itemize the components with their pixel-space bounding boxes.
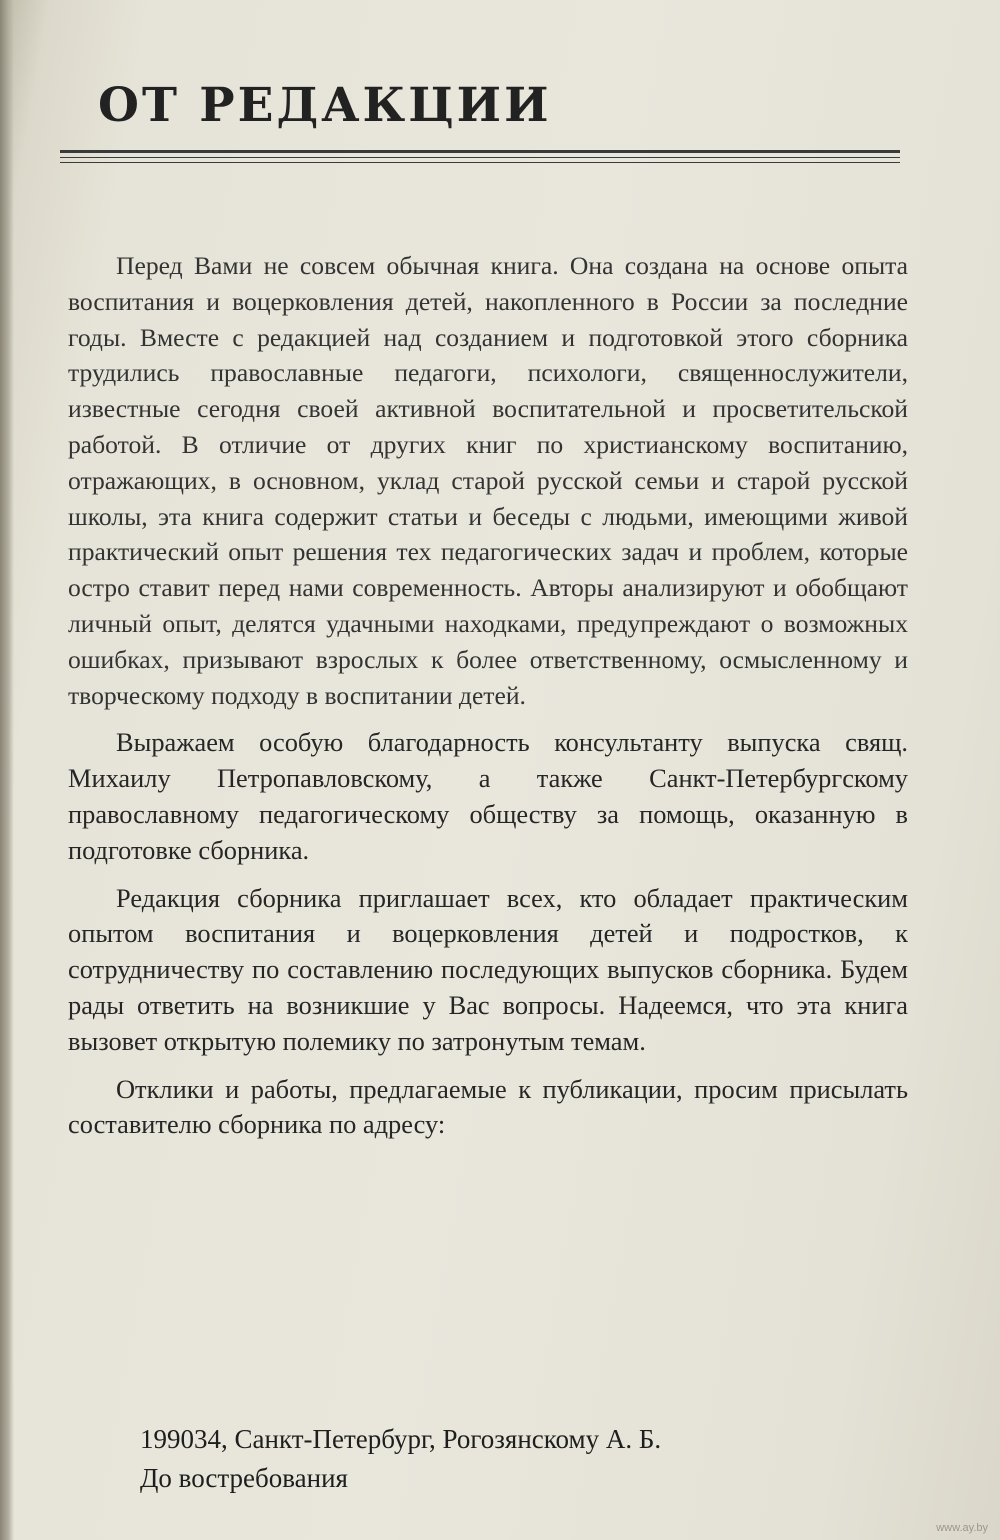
heading-rule-thin [60,157,900,158]
heading-rule-thick [60,150,900,153]
body-text [68,248,908,1143]
page-heading: ОТ РЕДАКЦИИ [98,78,552,133]
paragraph-gratitude: Выражаем особую благодарность консультанту выпуска свящ. Михаилу Петропавловскому, а также Санкт-Петербургскому православному педагогическому обществу за помощь, оказанную в подготовке сборника. [68,727,908,865]
page-binding-shadow [0,0,14,1540]
paragraph-submission: Отклики и работы, предлагаемые к публикации, просим присылать составителю сборника по адресу: [68,1073,908,1140]
paragraph-invitation: Редакция сборника приглашает всех, кто обладает практическим опытом воспитания и воцерковления детей и подростков, к сотрудничеству по составлению последующих выпусков сборника. Будем рады ответить на возникшие у Вас вопросы. Надеемся, что эта книга вызовет открытую полемику по затронутым темам. [68,882,908,1056]
watermark: www.ay.by [936,1522,988,1534]
postal-address [140,1420,661,1498]
address-line-poste-restante: До востребования [140,1463,348,1493]
paragraph-intro: Перед Вами не совсем обычная книга. Она создана на основе опыта воспитания и воцерковления детей, накопленного в России за последние годы. Вместе с редакцией над созданием и подготовкой этого сборника трудились православные педагоги, психологи, священнослужители, известные сегодня своей активной воспитательной и просветительской работой. В отличие от других книг по христианскому воспитанию, отражающих, в основном, уклад старой русской семьи и старой русской школы, эта книга содержит статьи и беседы с людьми, имеющими живой практический опыт решения тех педагогических задач и проблем, которые остро ставит перед нами современность. Авторы анализируют и обобщают личный опыт, делятся удачными находками, предупреждают о возможных ошибках, призывают взрослых к более ответственному, осмысленному и творческому подходу в воспитании детей. [68,251,908,710]
heading-rule-thin-lower [60,162,900,163]
address-line-city: 199034, Санкт-Петербург, Рогозянскому А. Б. [140,1424,662,1454]
